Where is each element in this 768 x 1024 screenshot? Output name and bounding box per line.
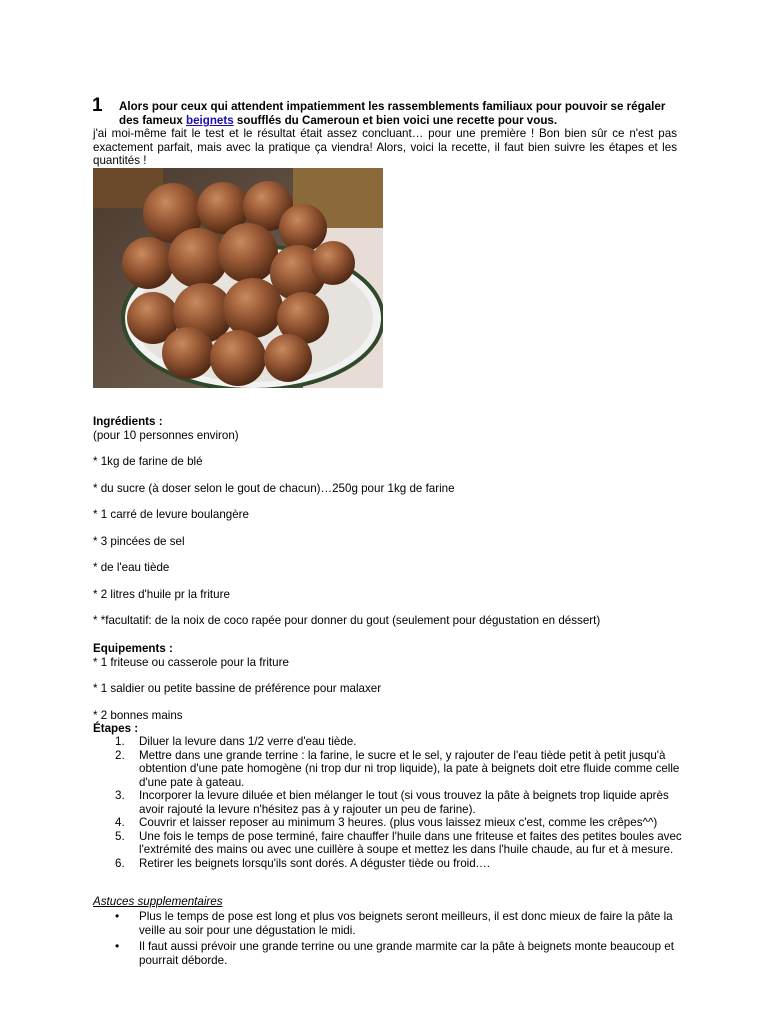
equipement-item: * 2 bonnes mains (93, 708, 183, 722)
list-number: 1 (92, 95, 103, 116)
bullet-icon: • (115, 939, 120, 953)
ingredient-item: * 1kg de farine de blé (93, 455, 203, 468)
list-item (93, 816, 683, 830)
etapes-list (93, 735, 683, 870)
ingredient-item: * de l'eau tiède (93, 561, 170, 574)
list-item (93, 830, 683, 857)
step-number: 4. (115, 816, 125, 829)
list-item (93, 789, 683, 816)
intro-heading-part2: soufflés du Cameroun et bien voici une recette pour vous. (233, 114, 558, 127)
list-item (93, 910, 683, 937)
step-text: Incorporer la levure diluée et bien mélanger le tout (si vous trouvez la pâte à beignets trop liquide après avoir rajouté la levure n'hésitez pas à y rajouter un peu de farine). (139, 789, 669, 816)
ingredients-section (93, 415, 693, 628)
step-text: Mettre dans une grande terrine : la farine, le sucre et le sel, y rajouter de l'eau tiède petit à petit jusqu'à obtention d'une pate homogène (ni trop dur ni trop liquide), la pate à beignets doit etre fluide comme celle d'une pate à gateau. (139, 748, 680, 789)
equipements-heading: Equipements : (93, 642, 173, 655)
ingredient-item: * 3 pincées de sel (93, 534, 185, 548)
step-text: Retirer les beignets lorsqu'ils sont dorés. A déguster tiède ou froid.… (139, 856, 491, 870)
list-item (93, 735, 683, 749)
step-number: 2. (115, 748, 125, 762)
beignets-photo (93, 168, 383, 388)
etapes-heading: Étapes : (93, 722, 139, 735)
ingredient-item: * 2 litres d'huile pr la friture (93, 587, 230, 601)
tip-text: Plus le temps de pose est long et plus vos beignets seront meilleurs, il est donc mieux de faire la pâte la veille au soir pour une dégustation le midi. (139, 910, 673, 937)
bullet-icon: • (115, 909, 120, 923)
step-text: Une fois le temps de pose terminé, faire chauffer l'huile dans une friteuse et faites des petites boules avec l'extrémité des mains ou avec une cuillère à soupe et mettez les dans l'huile chaude, au fur et à mesure. (139, 829, 682, 856)
astuces-list (93, 910, 683, 970)
equipements-section (93, 642, 693, 736)
step-number: 3. (115, 789, 125, 802)
list-item (93, 940, 683, 967)
step-number: 5. (115, 829, 125, 843)
beignets-link[interactable]: beignets (186, 114, 234, 127)
step-text: Diluer la levure dans 1/2 verre d'eau tiède. (139, 735, 357, 748)
intro-heading-part1: Alors pour ceux qui attendent impatiemment les rassemblements familiaux pour pouvoir se régaler des fameux (119, 100, 666, 127)
ingredient-item: * 1 carré de levure boulangère (93, 508, 249, 521)
list-item (93, 749, 683, 790)
step-text: Couvrir et laisser reposer au minimum 3 heures. (plus vous laissez mieux c'est, comme les crêpes^^) (139, 816, 658, 829)
astuces-heading: Astuces supplementaires (93, 895, 223, 908)
tip-text: Il faut aussi prévoir une grande terrine ou une grande marmite car la pâte à beignets monte beaucoup et pourrait déborde. (139, 940, 674, 967)
ingredient-item: * *facultatif: de la noix de coco rapée pour donner du gout (seulement pour dégustation en déssert) (93, 614, 601, 627)
ingredients-heading: Ingrédients : (93, 415, 163, 428)
intro-paragraph: j'ai moi-même fait le test et le résultat était assez concluant… pour une première ! Bon bien sûr ce n'est pas exactement parfait, mais avec la pratique ça viendra! Alors, voici la recette, il faut bien suivre les étapes et les quantités ! (93, 127, 677, 167)
ingredient-item: * du sucre (à doser selon le gout de chacun)…250g pour 1kg de farine (93, 481, 455, 495)
step-number: 6. (115, 856, 125, 870)
intro-heading (119, 100, 679, 128)
step-number: 1. (115, 735, 125, 748)
list-item (93, 857, 683, 871)
equipement-item: * 1 saldier ou petite bassine de préférence pour malaxer (93, 682, 382, 695)
ingredients-subtitle: (pour 10 personnes environ) (93, 428, 239, 442)
equipement-item: * 1 friteuse ou casserole pour la friture (93, 655, 289, 669)
